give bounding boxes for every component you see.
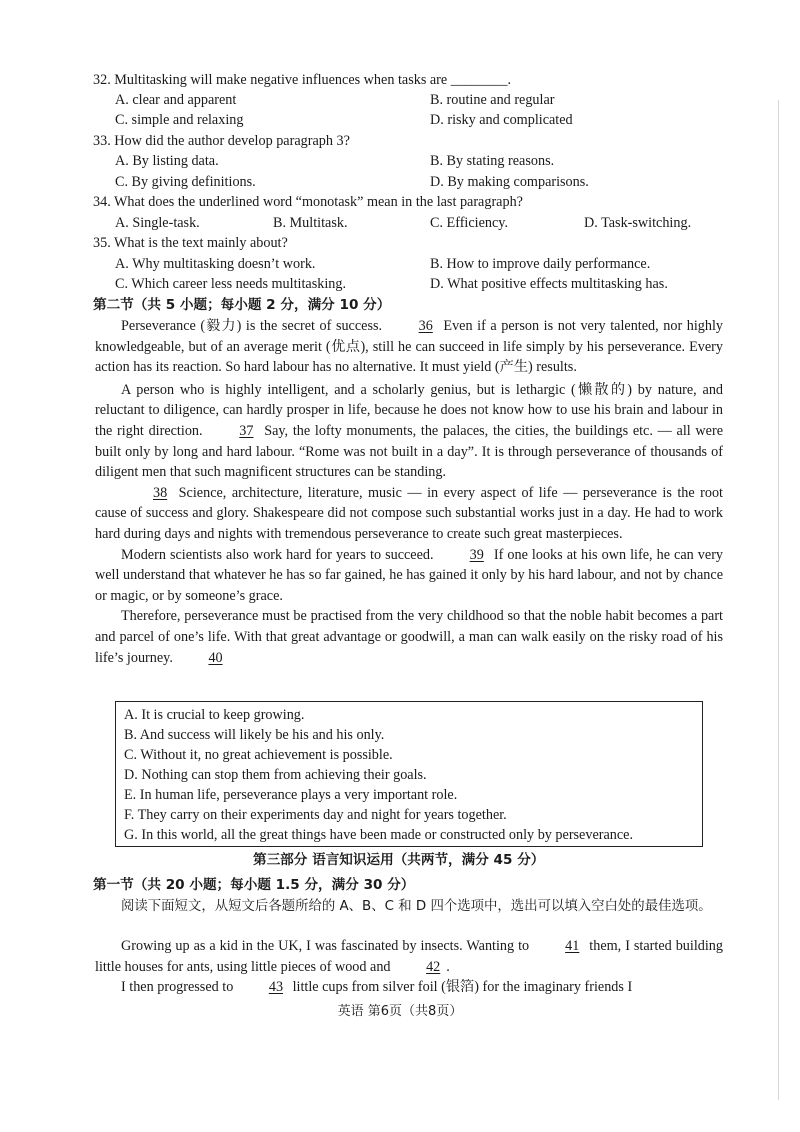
passage-paragraph-1: Perseverance (毅力) is the secret of success. 36 Even if a person is not very talented, nor highly knowledgeable, but of an average merit (优点), still he can succeed in life simply by his perseverance. Every action has its reaction. So hard labour has no alternative. It must yield (产生) results. [95, 318, 724, 376]
question-33-stem: 33. How did the author develop paragraph 3? [93, 133, 350, 149]
option-e[interactable]: E. In human life, perseverance plays a very important role. [124, 787, 458, 803]
question-32-stem: 32. Multitasking will make negative influences when tasks are ________. [93, 72, 512, 88]
part-3-instruction: 阅读下面短文，从短文后各题所给的 A、B、C 和 D 四个选项中，选出可以填入空白处的最佳选项。 [121, 899, 712, 914]
option-b[interactable]: B. And success will likely be his and his only. [124, 727, 385, 743]
option-a[interactable]: A. It is crucial to keep growing. [124, 707, 305, 723]
question-34-option-a: A. Single-task. [115, 215, 200, 231]
blank-43[interactable]: 43 [268, 979, 284, 996]
option-g[interactable]: G. In this world, all the great things have been made or constructed only by perseverance. [124, 827, 634, 843]
question-34-option-d: D. Task-switching. [584, 215, 692, 231]
options-box [115, 701, 703, 847]
blank-41[interactable]: 41 [565, 938, 580, 954]
question-33-option-d: D. By making comparisons. [430, 174, 589, 190]
passage-paragraph-2: A person who is highly intelligent, and a scholarly genius, but is lethargic (懒散的) by nature, and reluctant to diligence, can hardly prosper in life, because he does not know how to use his brain and labour in the right direction. 37 Say, the lofty monuments, the palaces, the cities, the buildings etc. — all were built only by long and hard labour. “Rome was not built in a day”. It is through perseverance of thousands of diligent men that such magnificent structures can be standing. [95, 381, 724, 481]
section-2-heading: 第二节（共 5 小题；每小题 2 分，满分 10 分） [93, 297, 391, 313]
question-35-option-d: D. What positive effects multitasking has. [430, 276, 668, 292]
blank-40[interactable]: 40 [208, 649, 223, 666]
passage-paragraph-3: 38 Science, architecture, literature, music — in every aspect of life — perseverance is the root cause of success and glory. Shakespeare did not compose such substantial works just in a day. He had to work hard during days and nights with tremendous perseverance to create such great masterpieces. [95, 484, 723, 542]
question-35-option-c: C. Which career less needs multitasking. [115, 276, 347, 292]
passage-paragraph-5: Therefore, perseverance must be practised from the very childhood so that the noble habit becomes a part and parcel of one’s life. With that great advantage or goodwill, a man can walk easily on the risky road of his life’s journey. 40 [95, 606, 723, 668]
blank-39[interactable]: 39 [469, 546, 484, 563]
option-c[interactable]: C. Without it, no great achievement is possible. [124, 747, 393, 763]
page-footer: 英语 第6页（共8页） [337, 1004, 463, 1019]
question-34-option-c: C. Efficiency. [430, 215, 509, 231]
blank-37[interactable]: 37 [239, 422, 254, 439]
question-34-stem: 34. What does the underlined word “monotask” mean in the last paragraph? [93, 194, 523, 210]
question-33-option-b: B. By stating reasons. [430, 153, 555, 169]
blank-36[interactable]: 36 [418, 318, 433, 334]
question-32-option-c: C. simple and relaxing [115, 112, 244, 128]
question-32-option-b: B. routine and regular [430, 92, 555, 108]
blank-38[interactable]: 38 [153, 484, 168, 501]
question-35-option-a: A. Why multitasking doesn’t work. [115, 256, 316, 272]
scan-edge-line [778, 100, 779, 1100]
part-3-instruction-block [95, 896, 723, 917]
cloze-passage [95, 316, 723, 668]
question-35-option-b: B. How to improve daily performance. [430, 256, 651, 272]
part-3-heading: 第三部分 语言知识运用（共两节，满分 45 分） [253, 852, 545, 868]
question-33-option-a: A. By listing data. [115, 153, 219, 169]
question-32-option-d: D. risky and complicated [430, 112, 573, 128]
passage-paragraph-4: Modern scientists also work hard for years to succeed. 39 If one looks at his own life, he can very well understand that whatever he has so far gained, he has gained it only by his hard labour, and not by chance or magic, or by someone’s grace. [95, 546, 724, 604]
question-33-option-c: C. By giving definitions. [115, 174, 256, 190]
part-3-paragraph-2: I then progressed to 43 little cups from silver foil (银箔) for the imaginary friends I [95, 977, 723, 998]
question-34-option-b: B. Multitask. [273, 215, 348, 231]
option-f[interactable]: F. They carry on their experiments day and night for years together. [124, 807, 507, 823]
part-3-section-1-heading: 第一节（共 20 小题；每小题 1.5 分，满分 30 分） [93, 877, 415, 893]
option-d[interactable]: D. Nothing can stop them from achieving their goals. [124, 767, 427, 783]
part-3-paragraph-1: Growing up as a kid in the UK, I was fascinated by insects. Wanting to 41 them, I started building little houses for ants, using little pieces of wood and 42 . [95, 936, 723, 977]
question-35-stem: 35. What is the text mainly about? [93, 235, 288, 251]
blank-42[interactable]: 42 [426, 958, 441, 975]
question-32-option-a: A. clear and apparent [115, 92, 237, 108]
part-3-passage [95, 936, 723, 998]
